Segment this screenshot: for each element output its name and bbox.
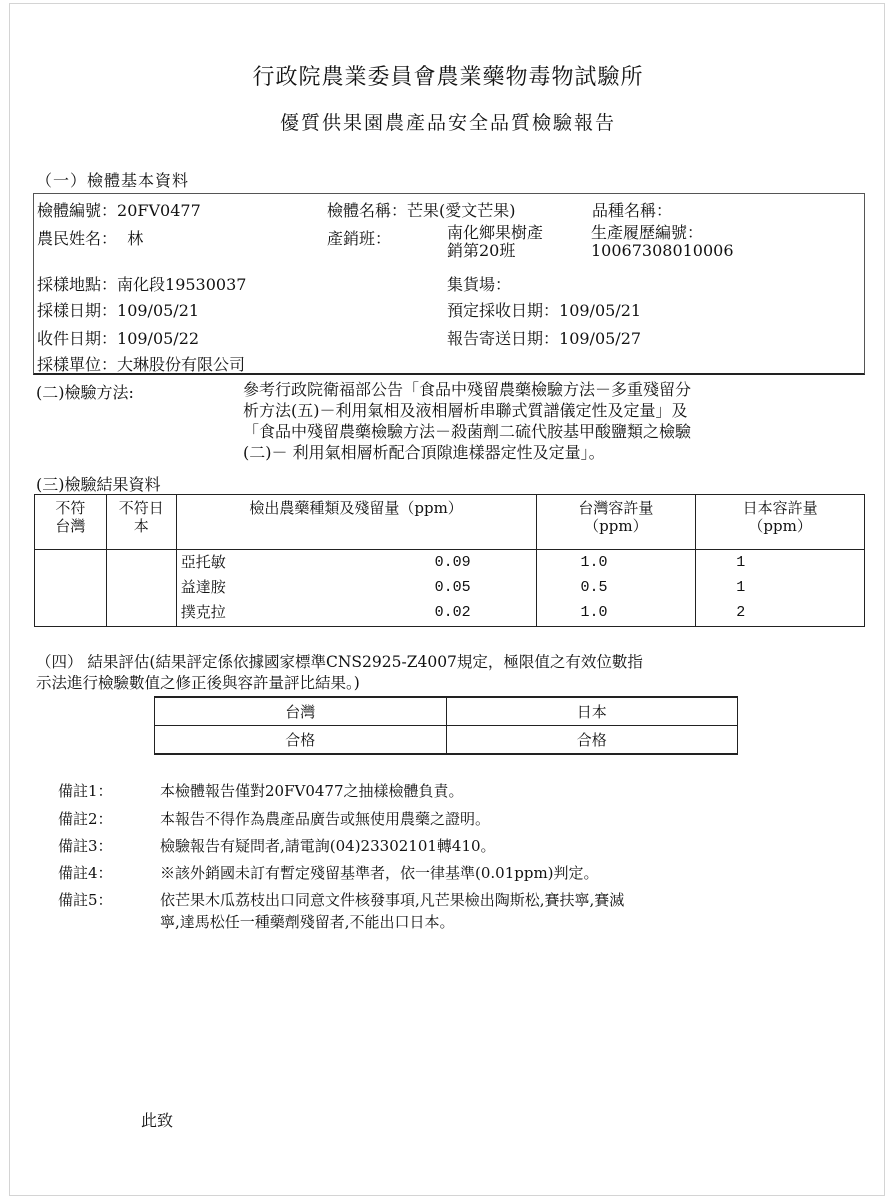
eval-header-taiwan: 台灣 xyxy=(155,697,447,726)
section3-title: (三)檢驗結果資料 xyxy=(36,475,161,494)
farmer-value: 林 xyxy=(127,229,144,248)
section1-title: （一）檢體基本資料 xyxy=(36,171,190,190)
report-date-label: 報告寄送日期： xyxy=(447,329,560,348)
table-row xyxy=(177,575,536,600)
taiwan-limit: 1.0 xyxy=(580,554,608,571)
evaluation-table xyxy=(154,696,738,755)
sample-name-value: 芒果(愛文芒果) xyxy=(407,201,516,220)
note-text xyxy=(160,889,624,933)
note-text-line2: 寧,達馬松任一種藥劑殘留者,不能出口日本。 xyxy=(160,913,455,931)
method-line: (二)－ 利用氣相層析配合頂隙進樣器定性及定量」。 xyxy=(243,443,605,462)
trace-no-field xyxy=(591,224,734,260)
sampling-date-label: 採樣日期： xyxy=(37,301,118,320)
header-taiwan-limit-l1: 台灣容許量 xyxy=(578,499,654,517)
table-row xyxy=(177,600,536,625)
sample-name-field xyxy=(327,198,516,221)
header-pesticide xyxy=(176,495,536,550)
section4-line2: 示法進行檢驗數值之修正後與容許量評比結果。) xyxy=(36,674,360,692)
header-taiwan-limit-l2: （ppm） xyxy=(584,517,648,535)
location-label: 採樣地點： xyxy=(37,275,118,294)
header-taiwan-limit xyxy=(536,495,696,550)
note-text: 本報告不得作為農產品廣告或無使用農藥之證明。 xyxy=(160,810,491,828)
collection-site-field xyxy=(447,272,511,295)
note-text-line1: 依芒果木瓜荔枝出口同意文件核發事項,凡芒果檢出陶斯松,賽扶寧,賽滅 xyxy=(160,891,625,909)
farmer-label: 農民姓名： xyxy=(37,229,118,248)
production-group-value xyxy=(447,224,543,260)
results-body-row xyxy=(35,550,865,627)
trace-no-label: 生產履歷編號： xyxy=(591,223,704,242)
cell-not-taiwan xyxy=(35,550,107,627)
report-date-field xyxy=(447,326,641,349)
header-not-japan xyxy=(106,495,176,550)
location-value: 南化段19530037 xyxy=(117,275,247,294)
section4-text xyxy=(36,652,643,694)
sample-no-value: 20FV0477 xyxy=(117,201,201,220)
evaluation-header-row xyxy=(155,697,738,726)
header-not-taiwan xyxy=(35,495,107,550)
note-text: 檢驗報告有疑問者,請電詢(04)23302101轉410。 xyxy=(160,837,496,855)
received-date-value: 109/05/22 xyxy=(117,329,200,348)
sample-no-label: 檢體編號： xyxy=(37,201,118,220)
note-label: 備註5： xyxy=(58,891,113,909)
cell-taiwan-limits xyxy=(536,550,696,627)
sampling-unit-label: 採樣單位： xyxy=(37,355,118,374)
method-line: 「食品中殘留農藥檢驗方法－殺菌劑二硫代胺基甲酸鹽類之檢驗 xyxy=(243,422,692,441)
method-text xyxy=(243,379,691,463)
sampling-unit-field xyxy=(37,352,245,375)
production-group-label: 產銷班： xyxy=(327,229,392,248)
trace-no-value: 10067308010006 xyxy=(591,241,734,260)
pesticide-residue: 0.09 xyxy=(434,554,471,571)
farmer-field xyxy=(37,226,143,249)
variety-field xyxy=(592,198,672,221)
section4-line1: （四） 結果評估(結果評定係依據國家標準CNS2925-Z4007規定，極限值之有效位數指 xyxy=(36,653,643,671)
location-field xyxy=(37,272,246,295)
pesticide-residue: 0.02 xyxy=(434,604,471,621)
cell-japan-limits xyxy=(696,550,865,627)
collection-site-label: 集貨場： xyxy=(447,275,512,294)
japan-limit: 2 xyxy=(736,604,746,621)
pesticide-name: 益達胺 xyxy=(180,578,226,596)
org-title: 行政院農業委員會農業藥物毒物試驗所 xyxy=(252,65,644,90)
pesticide-residue: 0.05 xyxy=(434,579,471,596)
report-title: 優質供果園農產品安全品質檢驗報告 xyxy=(279,112,616,134)
eval-result-taiwan: 合格 xyxy=(155,726,447,755)
sampling-date-value: 109/05/21 xyxy=(117,301,200,320)
header-japan-limit-l1: 日本容許量 xyxy=(742,499,818,517)
japan-limit: 1 xyxy=(736,554,746,571)
pesticide-name: 撲克拉 xyxy=(180,603,226,621)
note-text: 本檢體報告僅對20FV0477之抽樣檢體負責。 xyxy=(160,782,464,800)
note-text: ※該外銷國未訂有暫定殘留基準者，依一律基準(0.01ppm)判定。 xyxy=(160,864,599,882)
method-line: 析方法(五)－利用氣相及液相層析串聯式質譜儀定性及定量」及 xyxy=(243,401,688,420)
method-line: 參考行政院衛福部公告「食品中殘留農藥檢驗方法－多重殘留分 xyxy=(243,380,692,399)
note-label: 備註2： xyxy=(58,810,113,828)
table-row xyxy=(177,550,536,575)
header-not-japan-l1: 不符日 xyxy=(118,499,164,517)
production-group-line1: 南化鄉果樹產 xyxy=(447,223,544,242)
section2-title: (二)檢驗方法: xyxy=(36,383,134,402)
eval-result-japan: 合格 xyxy=(446,726,738,755)
sample-no-field xyxy=(37,198,201,221)
note-label: 備註1： xyxy=(58,782,113,800)
sample-name-label: 檢體名稱： xyxy=(327,201,408,220)
header-pesticide-label: 檢出農藥種類及殘留量（ppm） xyxy=(249,499,463,517)
planned-harvest-value: 109/05/21 xyxy=(559,301,642,320)
header-not-taiwan-l1: 不符 xyxy=(55,499,86,517)
eval-header-japan: 日本 xyxy=(446,697,738,726)
report-date-value: 109/05/27 xyxy=(559,329,642,348)
note-label: 備註4： xyxy=(58,864,113,882)
japan-limit: 1 xyxy=(736,579,746,596)
received-date-label: 收件日期： xyxy=(37,329,118,348)
evaluation-result-row xyxy=(155,726,738,755)
header-not-japan-l2: 本 xyxy=(133,517,149,535)
results-header-row xyxy=(35,495,865,550)
results-table xyxy=(34,494,865,627)
planned-harvest-field xyxy=(447,298,641,321)
variety-label: 品種名稱： xyxy=(592,201,673,220)
pesticide-name: 亞托敏 xyxy=(180,553,226,571)
header-not-taiwan-l2: 台灣 xyxy=(55,517,86,535)
received-date-field xyxy=(37,326,199,349)
closing-text: 此致 xyxy=(141,1111,174,1130)
planned-harvest-label: 預定採收日期： xyxy=(447,301,560,320)
sampling-unit-value: 大琳股份有限公司 xyxy=(117,355,246,374)
header-japan-limit-l2: （ppm） xyxy=(748,517,812,535)
cell-not-japan xyxy=(106,550,176,627)
note-label: 備註3： xyxy=(58,837,113,855)
sampling-date-field xyxy=(37,298,199,321)
taiwan-limit: 1.0 xyxy=(580,604,608,621)
production-group-line2: 銷第20班 xyxy=(447,241,516,260)
cell-pesticides xyxy=(176,550,536,627)
header-japan-limit xyxy=(696,495,865,550)
taiwan-limit: 0.5 xyxy=(580,579,608,596)
